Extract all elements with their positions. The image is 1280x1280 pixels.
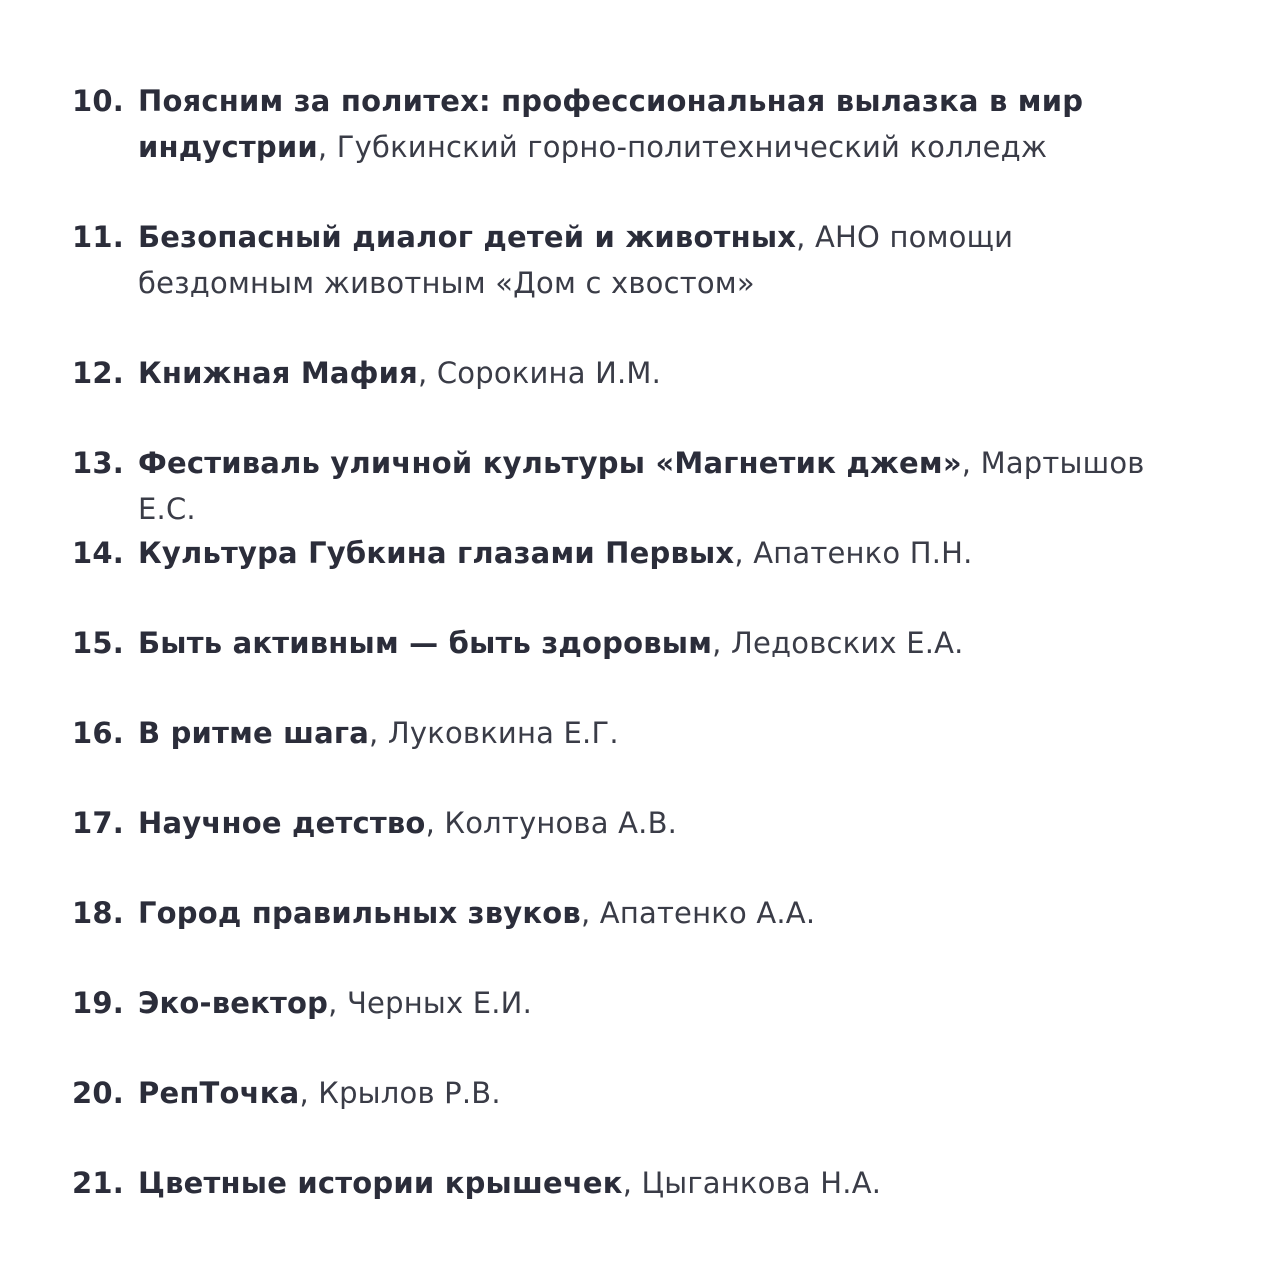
item-title: Книжная Мафия: [138, 356, 418, 390]
item-separator: ,: [734, 536, 754, 570]
list-item: [72, 1160, 1212, 1206]
item-separator: ,: [328, 986, 347, 1020]
list-item: [72, 78, 1212, 170]
item-title: Быть активным — быть здоровым: [138, 626, 713, 660]
item-separator: ,: [622, 1166, 642, 1200]
item-author: Сорокина И.М.: [436, 356, 662, 390]
item-text: [138, 620, 1198, 666]
item-number: 17.: [72, 806, 124, 840]
item-number: 14.: [72, 536, 124, 570]
item-text: [138, 214, 1198, 306]
list-item: [72, 710, 1212, 756]
item-title: РепТочка: [138, 1076, 300, 1110]
item-text: [138, 800, 1198, 846]
item-number: 10.: [72, 84, 124, 118]
item-separator: ,: [317, 130, 337, 164]
item-title: Фестиваль уличной культуры «Магнетик джем»: [138, 446, 962, 480]
item-title: Эко-вектор: [138, 986, 329, 1020]
list-item: [72, 620, 1212, 666]
item-author: Апатенко А.А.: [599, 896, 816, 930]
list-item: [72, 530, 1212, 576]
item-author: Цыганкова Н.А.: [641, 1166, 882, 1200]
item-text: [138, 710, 1198, 756]
item-author: Мартышов Е.С.: [138, 446, 1145, 526]
item-text: [138, 78, 1198, 170]
item-number: 12.: [72, 356, 124, 390]
item-number: 21.: [72, 1166, 124, 1200]
item-author: Луковкина Е.Г.: [387, 716, 619, 750]
item-title: Поясним за политех: профессиональная вылазка в мир индустрии: [138, 84, 1084, 164]
item-author: Губкинский горно-политехнический колледж: [336, 130, 1048, 164]
item-separator: ,: [580, 896, 600, 930]
item-author: АНО помощи бездомным животным «Дом с хвостом»: [138, 220, 1014, 300]
item-text: [138, 530, 1198, 576]
item-author: Колтунова А.В.: [444, 806, 678, 840]
item-text: [138, 980, 1198, 1026]
item-author: Ледовских Е.А.: [730, 626, 964, 660]
item-separator: ,: [417, 356, 437, 390]
item-number: 18.: [72, 896, 124, 930]
item-text: [138, 890, 1198, 936]
item-title: Научное детство: [138, 806, 426, 840]
item-number: 15.: [72, 626, 124, 660]
item-number: 13.: [72, 446, 124, 480]
item-number: 20.: [72, 1076, 124, 1110]
item-separator: ,: [712, 626, 731, 660]
item-title: Цветные истории крышечек: [138, 1166, 623, 1200]
item-title: Город правильных звуков: [138, 896, 581, 930]
item-number: 11.: [72, 220, 124, 254]
list-item: [72, 350, 1212, 396]
item-author: Апатенко П.Н.: [753, 536, 973, 570]
list-item: [72, 980, 1212, 1026]
list-item: [72, 440, 1212, 532]
item-author: Черных Е.И.: [346, 986, 532, 1020]
item-title: Культура Губкина глазами Первых: [138, 536, 735, 570]
item-text: [138, 1070, 1198, 1116]
item-number: 16.: [72, 716, 124, 750]
item-number: 19.: [72, 986, 124, 1020]
item-separator: ,: [369, 716, 388, 750]
item-separator: ,: [796, 220, 816, 254]
item-author: Крылов Р.В.: [318, 1076, 501, 1110]
item-text: [138, 440, 1198, 532]
item-separator: ,: [299, 1076, 319, 1110]
item-separator: ,: [425, 806, 445, 840]
item-separator: ,: [961, 446, 981, 480]
item-text: [138, 350, 1198, 396]
item-title: В ритме шага: [138, 716, 370, 750]
list-item: [72, 1070, 1212, 1116]
item-title: Безопасный диалог детей и животных: [138, 220, 797, 254]
list-item: [72, 890, 1212, 936]
item-text: [138, 1160, 1198, 1206]
list-item: [72, 800, 1212, 846]
list-item: [72, 214, 1212, 306]
